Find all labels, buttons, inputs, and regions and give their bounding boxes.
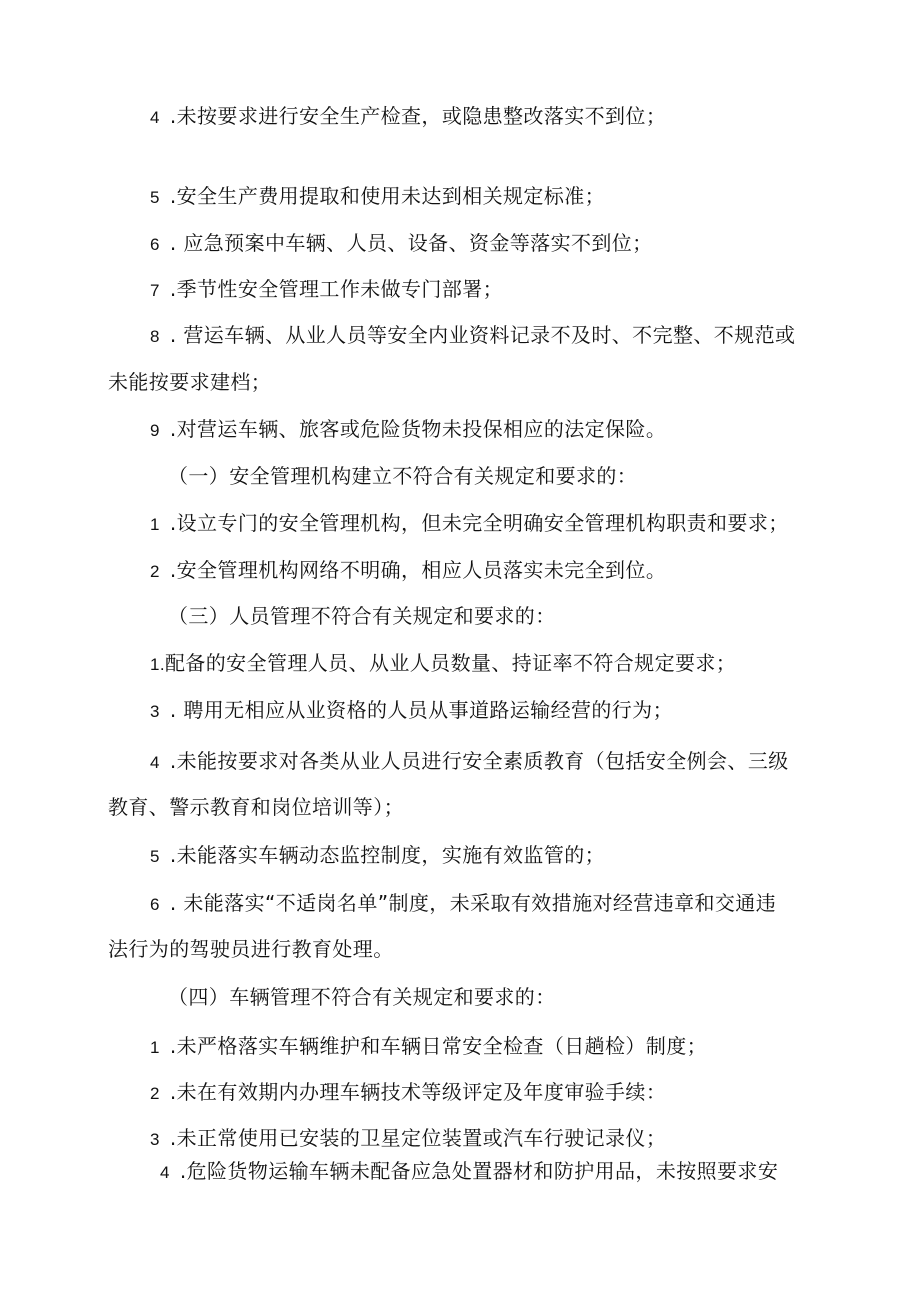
item-number: 1 — [150, 1038, 160, 1057]
item-number: 3 — [150, 1130, 160, 1149]
list-item — [150, 697, 673, 725]
item-number: 4 — [160, 1163, 170, 1182]
list-item — [150, 557, 666, 585]
list-item — [150, 416, 666, 444]
item-number: 1 — [150, 515, 160, 534]
item-text: 未能按要求建档； — [108, 370, 272, 394]
list-item — [150, 322, 795, 350]
item-number: 9 — [150, 421, 160, 440]
item-number: 5 — [150, 847, 160, 866]
item-text: . 应急预案中车辆、人员、设备、资金等落实不到位； — [169, 231, 653, 255]
list-item — [150, 650, 736, 678]
list-item — [150, 103, 666, 131]
item-text: .安全管理机构网络不明确，相应人员落实未完全到位。 — [169, 558, 667, 582]
item-text: .季节性安全管理工作未做专门部署； — [169, 277, 504, 301]
item-text: .危险货物运输车辆未配备应急处置器材和防护用品，未按照要求安 — [179, 1159, 779, 1183]
list-item — [150, 1079, 666, 1107]
list-item — [160, 1158, 778, 1186]
list-item-continuation — [108, 936, 394, 962]
item-text: . 未能落实“不适岗名单”制度，未采取有效措施对经营违章和交通违 — [169, 891, 777, 915]
list-item — [150, 748, 789, 776]
list-item-continuation — [108, 369, 271, 395]
item-number: 2 — [150, 562, 160, 581]
item-number: 3 — [150, 702, 160, 721]
list-item — [150, 842, 605, 870]
item-text: .未按要求进行安全生产检查，或隐患整改落实不到位； — [169, 104, 667, 128]
item-text: .安全生产费用提取和使用未达到相关规定标准； — [169, 184, 606, 208]
list-item — [150, 230, 653, 258]
item-number: 7 — [150, 281, 160, 300]
item-text: . 聘用无相应从业资格的人员从事道路运输经营的行为； — [169, 698, 673, 722]
section-heading — [168, 603, 556, 629]
section-heading-text: （四）车辆管理不符合有关规定和要求的： — [168, 985, 556, 1009]
item-text: .对营运车辆、旅客或危险货物未投保相应的法定保险。 — [169, 417, 667, 441]
item-text: .未能按要求对各类从业人员进行安全素质教育（包括安全例会、三级 — [169, 749, 789, 773]
list-item — [150, 510, 789, 538]
item-text: 教育、警示教育和岗位培训等）； — [108, 795, 404, 819]
item-number: 1. — [150, 655, 165, 674]
item-text: .未严格落实车辆维护和车辆日常安全检查（日趟检）制度； — [169, 1034, 708, 1058]
section-heading — [168, 463, 637, 489]
item-text: .未正常使用已安装的卫星定位装置或汽车行驶记录仪； — [169, 1126, 667, 1150]
item-text: .设立专门的安全管理机构，但未完全明确安全管理机构职责和要求； — [169, 511, 789, 535]
item-number: 6 — [150, 895, 160, 914]
list-item — [150, 1033, 707, 1061]
item-text: 配备的安全管理人员、从业人员数量、持证率不符合规定要求； — [164, 651, 737, 675]
item-number: 5 — [150, 188, 160, 207]
section-heading — [168, 984, 556, 1010]
list-item — [150, 183, 605, 211]
item-text: .未能落实车辆动态监控制度，实施有效监管的； — [169, 843, 606, 867]
section-heading-text: （一）安全管理机构建立不符合有关规定和要求的： — [168, 464, 638, 488]
list-item — [150, 276, 503, 304]
list-item-continuation — [108, 794, 404, 820]
item-text: 法行为的驾驶员进行教育处理。 — [108, 937, 394, 961]
list-item — [150, 890, 776, 918]
item-number: 4 — [150, 108, 160, 127]
item-text: .未在有效期内办理车辆技术等级评定及年度审验手续： — [169, 1080, 667, 1104]
item-number: 2 — [150, 1084, 160, 1103]
list-item — [150, 1125, 666, 1153]
item-number: 4 — [150, 753, 160, 772]
section-heading-text: （三）人员管理不符合有关规定和要求的： — [168, 604, 556, 628]
item-text: . 营运车辆、从业人员等安全内业资料记录不及时、不完整、不规范或 — [169, 323, 796, 347]
item-number: 6 — [150, 235, 160, 254]
item-number: 8 — [150, 327, 160, 346]
